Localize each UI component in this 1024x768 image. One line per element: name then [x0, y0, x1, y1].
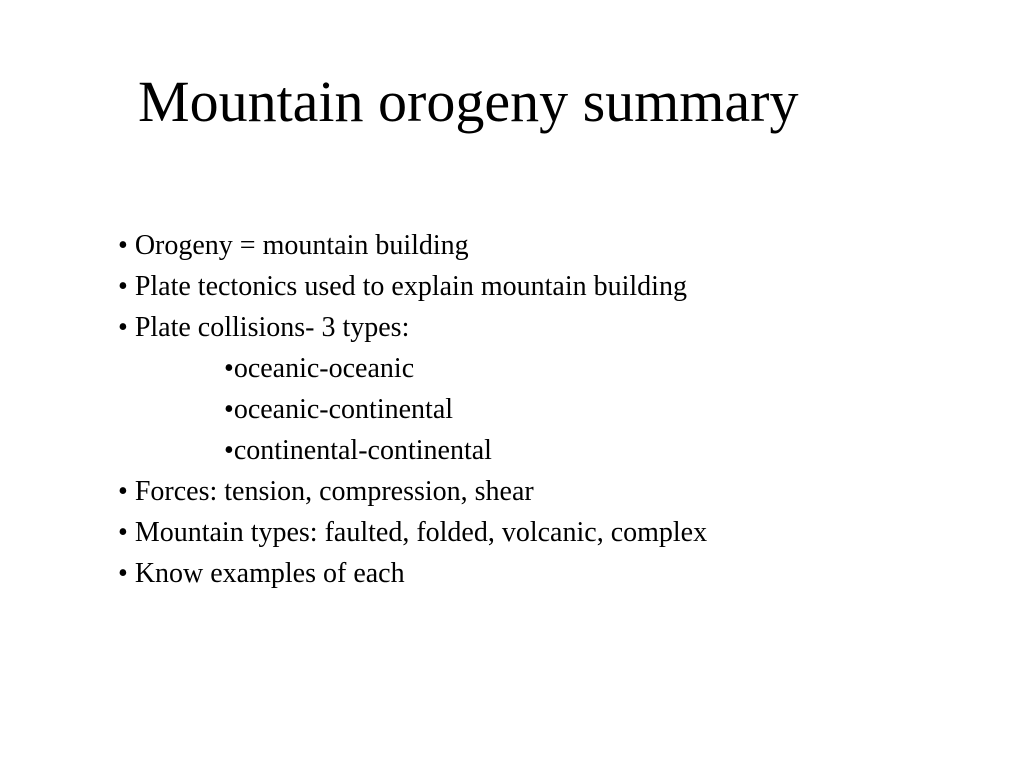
- bullet-marker: •: [118, 476, 128, 507]
- bullet-text: Forces: tension, compression, shear: [134, 476, 534, 507]
- bullet-item: [118, 307, 707, 348]
- bullet-text: Plate collisions- 3 types:: [134, 312, 410, 343]
- bullet-text: Plate tectonics used to explain mountain building: [134, 271, 687, 302]
- sub-bullet-item: [118, 430, 707, 471]
- bullet-marker: •: [118, 517, 128, 548]
- sub-bullet-text: continental-continental: [233, 435, 492, 466]
- bullet-item: [118, 512, 707, 553]
- bullet-marker: •: [118, 230, 128, 261]
- bullet-marker: •: [224, 353, 234, 384]
- bullet-marker: •: [118, 271, 128, 302]
- bullet-text: Orogeny = mountain building: [134, 230, 469, 261]
- sub-bullet-item: [118, 348, 707, 389]
- bullet-text: Know examples of each: [134, 558, 405, 589]
- sub-bullet-item: [118, 389, 707, 430]
- bullet-marker: •: [118, 312, 128, 343]
- bullet-text: Mountain types: faulted, folded, volcanic, complex: [134, 517, 708, 548]
- bullet-item: [118, 266, 707, 307]
- bullet-item: [118, 225, 707, 266]
- sub-bullet-text: oceanic-oceanic: [233, 353, 415, 384]
- bullet-marker: •: [224, 435, 234, 466]
- bullet-marker: •: [118, 558, 128, 589]
- bullet-marker: •: [224, 394, 234, 425]
- sub-bullet-text: oceanic-continental: [233, 394, 454, 425]
- bullet-list: [118, 225, 707, 594]
- bullet-item: [118, 553, 707, 594]
- slide-title: Mountain orogeny summary: [138, 69, 799, 134]
- bullet-item: [118, 471, 707, 512]
